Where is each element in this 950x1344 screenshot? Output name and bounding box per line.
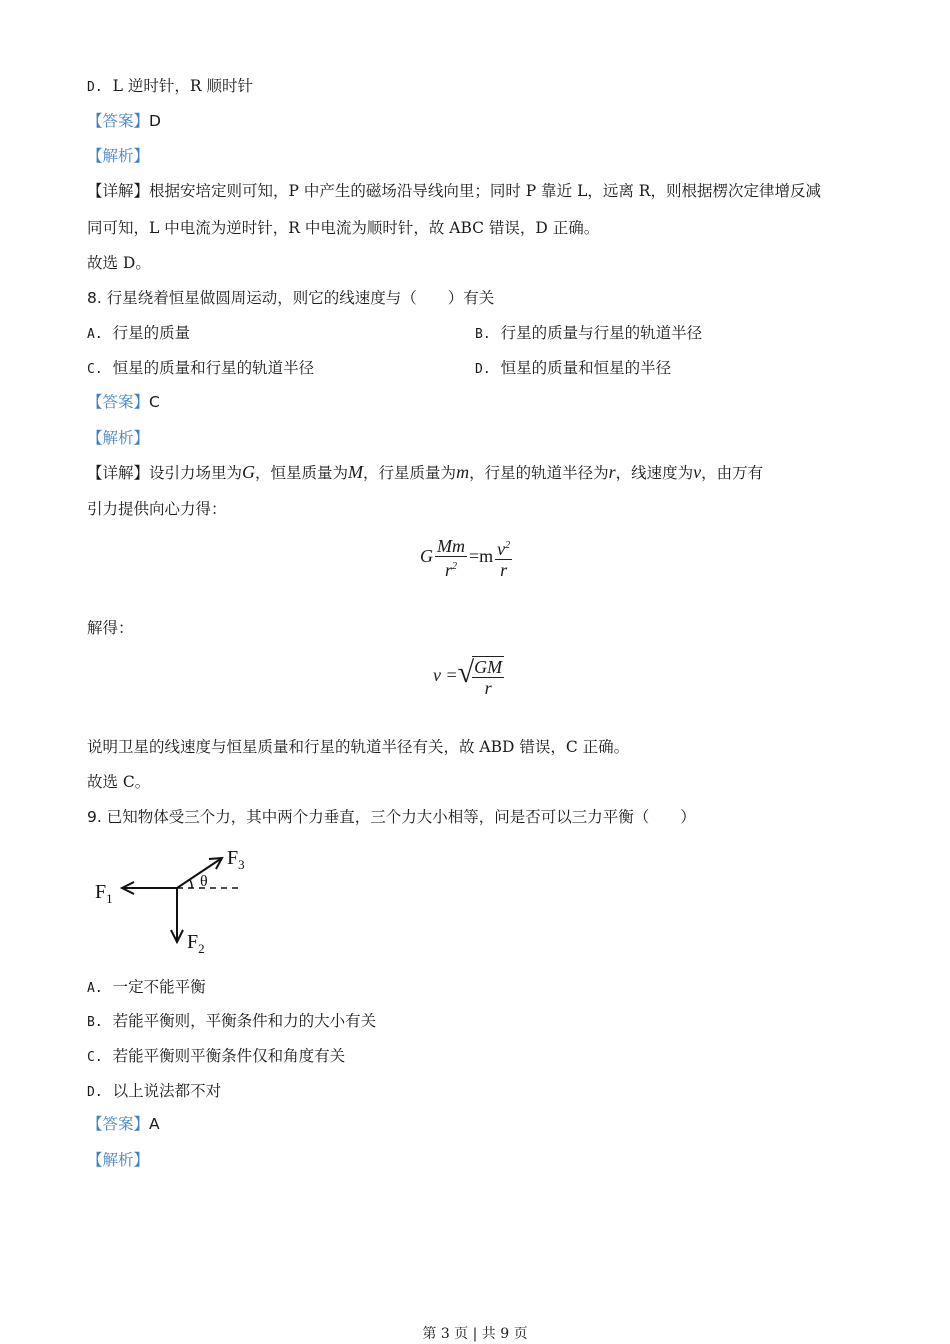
math-var: G bbox=[420, 546, 433, 567]
detail-text: ，由万有 bbox=[701, 464, 764, 482]
equals: =m bbox=[469, 546, 494, 567]
detail-text: ，行星质量为 bbox=[363, 464, 457, 482]
question-number: 9. bbox=[87, 808, 102, 826]
q9-option-a bbox=[87, 977, 206, 999]
question-number: 8. bbox=[87, 289, 102, 307]
option-letter: B. bbox=[475, 327, 491, 342]
q9-option-c bbox=[87, 1046, 345, 1068]
q8-option-b bbox=[475, 323, 702, 345]
answer-label: 【答案】 bbox=[87, 1115, 150, 1133]
option-text: 一定不能平衡 bbox=[112, 978, 206, 996]
option-letter: A. bbox=[87, 981, 103, 996]
fraction bbox=[472, 656, 504, 698]
detail-label: 【详解】 bbox=[87, 464, 150, 482]
q8-detail-line2: 引力提供向心力得： bbox=[87, 500, 227, 518]
denominator bbox=[445, 557, 457, 580]
q9-analysis-label: 【解析】 bbox=[87, 1151, 150, 1169]
question-text: 已知物体受三个力，其中两个力垂直，三个力大小相等，问是否可以三力平衡（ ） bbox=[106, 808, 696, 826]
q7-conclusion: 故选 D。 bbox=[87, 254, 151, 272]
option-text: 行星的质量 bbox=[112, 324, 191, 342]
answer-value: D bbox=[149, 112, 161, 130]
exponent: 2 bbox=[505, 540, 511, 551]
denominator: r bbox=[484, 678, 492, 698]
q8-option-d bbox=[475, 358, 671, 380]
numerator: GM bbox=[474, 657, 503, 677]
fraction bbox=[495, 536, 512, 580]
question-text: 行星绕着恒星做圆周运动，则它的线速度与（ ）有关 bbox=[106, 289, 495, 307]
q7-detail-line2: 同可知，L 中电流为逆时针，R 中电流为顺时针，故 ABC 错误，D 正确。 bbox=[87, 219, 600, 237]
q8-detail bbox=[87, 462, 763, 483]
q8-analysis-label: 【解析】 bbox=[87, 429, 150, 447]
denominator: r bbox=[500, 560, 508, 580]
formula-gravitation bbox=[420, 536, 514, 580]
math-var: v bbox=[497, 539, 506, 559]
detail-text: ，线速度为 bbox=[615, 464, 694, 482]
option-letter: C. bbox=[87, 362, 103, 377]
q7-answer bbox=[87, 111, 161, 131]
q8-stem bbox=[87, 288, 494, 308]
option-letter: D. bbox=[87, 1085, 103, 1100]
sqrt-icon: √ bbox=[457, 656, 475, 689]
angle-label: θ bbox=[200, 873, 208, 890]
detail-text: 设引力场里为 bbox=[149, 464, 243, 482]
q8-solve-label: 解得： bbox=[87, 619, 134, 637]
option-text: 恒星的质量和恒星的半径 bbox=[500, 359, 672, 377]
option-text: 若能平衡则，平衡条件和力的大小有关 bbox=[112, 1012, 377, 1030]
option-text: L 逆时针，R 顺时针 bbox=[112, 77, 253, 95]
detail-text: ，行星的轨道半径为 bbox=[469, 464, 609, 482]
answer-value: A bbox=[149, 1115, 160, 1133]
q8-explain: 说明卫星的线速度与恒星质量和行星的轨道半径有关，故 ABD 错误，C 正确。 bbox=[87, 738, 630, 756]
math-lhs: v = bbox=[433, 665, 458, 686]
math-var: m bbox=[456, 462, 470, 482]
fraction bbox=[435, 536, 467, 580]
math-var: v bbox=[693, 462, 702, 482]
q8-option-a bbox=[87, 323, 190, 345]
q9-answer bbox=[87, 1114, 160, 1134]
option-letter: B. bbox=[87, 1015, 103, 1030]
f1-label: $F_1$ bbox=[95, 881, 113, 906]
detail-text: 根据安培定则可知，P 中产生的磁场沿导线向里；同时 P 靠近 L，远离 R，则根据楞次定律增反减 bbox=[149, 182, 821, 200]
q8-conclusion: 故选 C。 bbox=[87, 773, 151, 791]
q9-option-b bbox=[87, 1011, 376, 1033]
math-var: r bbox=[608, 462, 616, 482]
numerator bbox=[495, 536, 512, 560]
q7-detail bbox=[87, 181, 821, 201]
option-text: 行星的质量与行星的轨道半径 bbox=[500, 324, 703, 342]
exponent: 2 bbox=[452, 561, 457, 572]
f3-label: $F_3$ bbox=[227, 847, 245, 872]
option-text: 恒星的质量和行星的轨道半径 bbox=[112, 359, 315, 377]
option-text: 若能平衡则平衡条件仅和角度有关 bbox=[112, 1047, 346, 1065]
answer-label: 【答案】 bbox=[87, 112, 150, 130]
numerator: Mm bbox=[437, 536, 465, 556]
q8-answer bbox=[87, 392, 160, 412]
answer-label: 【答案】 bbox=[87, 393, 150, 411]
detail-label: 【详解】 bbox=[87, 182, 150, 200]
angle-arc bbox=[190, 880, 192, 888]
page-footer: 第 3 页 | 共 9 页 bbox=[422, 1326, 528, 1342]
option-letter: D. bbox=[475, 362, 491, 377]
q9-stem bbox=[87, 807, 696, 827]
math-var: M bbox=[348, 462, 364, 482]
force-diagram bbox=[90, 840, 260, 960]
option-letter: C. bbox=[87, 1050, 103, 1065]
q8-option-c bbox=[87, 358, 314, 380]
formula-velocity bbox=[433, 656, 506, 698]
option-text: 以上说法都不对 bbox=[112, 1082, 222, 1100]
answer-value: C bbox=[149, 393, 160, 411]
q7-option-d bbox=[87, 76, 253, 98]
math-var: r bbox=[444, 560, 452, 580]
q7-analysis-label: 【解析】 bbox=[87, 147, 150, 165]
q9-option-d bbox=[87, 1081, 221, 1103]
option-letter: D. bbox=[87, 80, 103, 95]
detail-text: ，恒星质量为 bbox=[255, 464, 349, 482]
f2-label: $F_2$ bbox=[187, 931, 205, 956]
math-var: G bbox=[242, 462, 256, 482]
option-letter: A. bbox=[87, 327, 103, 342]
